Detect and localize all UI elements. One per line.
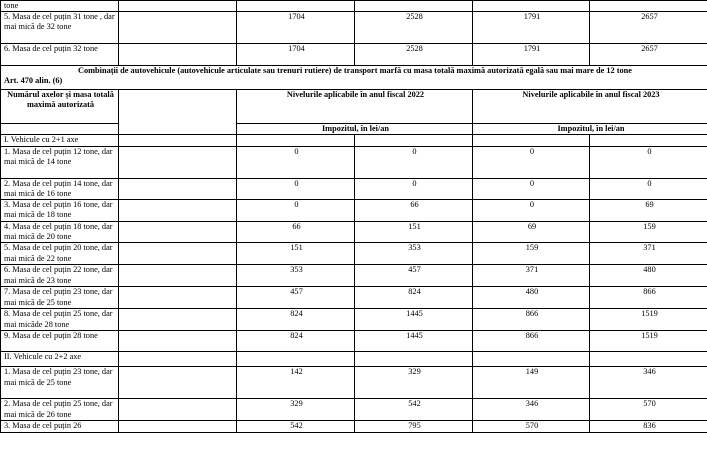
value-2022-max: 824: [355, 287, 473, 309]
header-tax-2023: Impozitul, în lei/an: [473, 124, 707, 135]
table-row: [1, 178, 707, 199]
value-2022-max: 353: [355, 243, 473, 265]
table-row: [1, 265, 707, 287]
row-label-text: 3. Masa de cel puțin 16 tone, dar mai mică de 18 tone: [4, 200, 113, 220]
empty-cell: [237, 352, 355, 367]
value-2022-max: 457: [355, 265, 473, 287]
value-2022-min: 542: [237, 421, 355, 432]
empty-cell: [119, 265, 237, 287]
row-label-text: 6. Masa de cel puțin 32 tone: [4, 44, 98, 54]
row-label-text: 5. Masa de cel puțin 31 tone , dar mai mică de 32 tone: [4, 12, 115, 32]
row-label-text: 1. Masa de cel puțin 23 tone, dar mai mică de 25 tone: [4, 367, 113, 387]
row-label-text: 9. Masa de cel puțin 28 tone: [4, 331, 98, 341]
value-2023-max: 159: [590, 222, 707, 243]
value-2022-min: 0: [237, 200, 355, 222]
table-row: [1, 200, 707, 222]
row-label: [1, 331, 119, 352]
empty-cell: [590, 135, 707, 146]
value-2022-min: 142: [237, 367, 355, 399]
empty-cell: [473, 352, 590, 367]
row-label-text: 5. Masa de cel puțin 20 tone, dar mai mică de 22 tone: [4, 243, 113, 263]
header-year-2023: Nivelurile aplicabile în anul fiscal 2023: [473, 90, 707, 124]
empty-cell: [119, 1, 237, 12]
table-row: [1, 399, 707, 421]
value-2023-max: 0: [590, 146, 707, 178]
empty-cell: [119, 331, 237, 352]
row-label: [1, 146, 119, 178]
row-label: [1, 200, 119, 222]
row-label: [1, 12, 119, 44]
table-row: [1, 331, 707, 352]
value-2023-min: 866: [473, 331, 590, 352]
value-2022-max: 0: [355, 146, 473, 178]
value-2022-min: 824: [237, 331, 355, 352]
table-row: [1, 146, 707, 178]
empty-cell: [590, 352, 707, 367]
empty-cell: [1, 124, 119, 135]
row-label: [1, 243, 119, 265]
empty-cell: [119, 243, 237, 265]
row-label-text: tone: [4, 1, 19, 10]
empty-cell: [119, 367, 237, 399]
value-2023-min: 866: [473, 309, 590, 331]
empty-cell: [119, 287, 237, 309]
table-row: [1, 287, 707, 309]
row-label-text: 2. Masa de cel puțin 25 tone, dar mai mică de 26 tone: [4, 399, 113, 419]
row-label: [1, 265, 119, 287]
row-label: [1, 309, 119, 331]
value-2022-max: 1445: [355, 331, 473, 352]
empty-cell: [119, 222, 237, 243]
value-2023-min: 346: [473, 399, 590, 421]
section-heading: I. Vehicule cu 2+1 axe: [1, 135, 119, 146]
value-2023-min: 570: [473, 421, 590, 432]
value-2022-min: 1704: [237, 44, 355, 66]
value-2023-max: 0: [590, 178, 707, 199]
row-label: [1, 367, 119, 399]
value-2022-min: 1704: [237, 12, 355, 44]
row-label: [1, 178, 119, 199]
empty-cell: [355, 135, 473, 146]
section-title-row: [1, 66, 707, 90]
empty-cell: [119, 200, 237, 222]
value-2023-min: 1791: [473, 44, 590, 66]
value-2022-min: 66: [237, 222, 355, 243]
table-row: [1, 243, 707, 265]
row-label-text: 1. Masa de cel puțin 12 tone, dar mai mică de 14 tone: [4, 146, 113, 166]
value-2022-max: 0: [355, 178, 473, 199]
empty-cell: [119, 44, 237, 66]
empty-cell: [119, 135, 237, 146]
row-label: [1, 222, 119, 243]
section-heading: II. Vehicule cu 2+2 axe: [1, 352, 119, 367]
value-2022-min: 0: [237, 178, 355, 199]
header-year-2022: Nivelurile aplicabile în anul fiscal 2022: [237, 90, 473, 124]
value-2022-max: 542: [355, 399, 473, 421]
table-row: [1, 421, 707, 432]
empty-cell: [119, 178, 237, 199]
value-2023-min: 480: [473, 287, 590, 309]
value-2022-min: 824: [237, 309, 355, 331]
value-2022-max: 795: [355, 421, 473, 432]
empty-cell: [473, 135, 590, 146]
value-2023-max: 2657: [590, 12, 707, 44]
value-2023-max: 346: [590, 367, 707, 399]
value-2023-max: 1519: [590, 309, 707, 331]
value-2022-min: 151: [237, 243, 355, 265]
value-2023-min: 0: [473, 146, 590, 178]
value-2023-max: 1519: [590, 331, 707, 352]
table-row: [1, 12, 707, 44]
value-2022-max: 329: [355, 367, 473, 399]
value-2022-max: 2528: [355, 44, 473, 66]
empty-cell: [119, 146, 237, 178]
empty-cell: [119, 12, 237, 44]
row-label: [1, 421, 119, 432]
value-2023-min: 0: [473, 178, 590, 199]
header-tax-2022: Impozitul, în lei/an: [237, 124, 473, 135]
row-label-text: 8. Masa de cel puțin 25 tone, dar mai micăde 28 tone: [4, 309, 113, 329]
value-2023-max: 480: [590, 265, 707, 287]
value-2022-min: 353: [237, 265, 355, 287]
row-label: [1, 44, 119, 66]
table-row: [1, 367, 707, 399]
value-2023-min: 0: [473, 200, 590, 222]
value-2023-min: 149: [473, 367, 590, 399]
value-2023-min: 371: [473, 265, 590, 287]
value-2023-min: 1791: [473, 12, 590, 44]
tax-table-body: [1, 1, 707, 433]
value-2023-min: [473, 1, 590, 12]
value-2022-max: 66: [355, 200, 473, 222]
row-label-text: 7. Masa de cel puțin 23 tone, dar mai mică de 25 tone: [4, 287, 113, 307]
table-row: [1, 44, 707, 66]
value-2022-max: 151: [355, 222, 473, 243]
section-title: [1, 66, 707, 90]
row-label-text: 3. Masa de cel puțin 26: [4, 421, 82, 431]
empty-cell: [119, 352, 237, 367]
table-row: [1, 1, 707, 12]
value-2022-min: 457: [237, 287, 355, 309]
empty-cell: [119, 309, 237, 331]
table-row: [1, 309, 707, 331]
title-line-1: Combinații de autovehicule (autovehicule articulate sau trenuri rutiere) de transport marfă cu masa totală maximă autorizată egală sau mai mare de 12 tone: [78, 66, 632, 76]
value-2023-max: 69: [590, 200, 707, 222]
value-2022-max: [355, 1, 473, 12]
value-2023-max: 570: [590, 399, 707, 421]
value-2023-max: 836: [590, 421, 707, 432]
empty-cell: [119, 421, 237, 432]
value-2022-min: 329: [237, 399, 355, 421]
value-2022-min: 0: [237, 146, 355, 178]
value-2023-min: 159: [473, 243, 590, 265]
title-line-2: Art. 470 alin. (6): [4, 76, 63, 86]
header-row: [1, 124, 707, 135]
row-label-text: 6. Masa de cel puțin 22 tone, dar mai mică de 23 tone: [4, 265, 113, 285]
value-2023-max: 866: [590, 287, 707, 309]
header-axles: Numărul axelor și masa totală maximă autorizată: [1, 90, 119, 124]
row-label-text: 2. Masa de cel puțin 14 tone, dar mai mică de 16 tone: [4, 178, 113, 198]
value-2023-min: 69: [473, 222, 590, 243]
row-label: [1, 287, 119, 309]
row-label: [1, 1, 119, 12]
value-2022-max: 2528: [355, 12, 473, 44]
value-2022-min: [237, 1, 355, 12]
section-heading-row: [1, 352, 707, 367]
value-2023-max: 2657: [590, 44, 707, 66]
table-row: [1, 222, 707, 243]
header-row: [1, 90, 707, 124]
empty-cell: [237, 135, 355, 146]
row-label: [1, 399, 119, 421]
value-2023-max: 371: [590, 243, 707, 265]
value-2023-max: [590, 1, 707, 12]
value-2022-max: 1445: [355, 309, 473, 331]
empty-cell: [119, 399, 237, 421]
empty-cell: [355, 352, 473, 367]
row-label-text: 4. Masa de cel puțin 18 tone, dar mai mică de 20 tone: [4, 222, 113, 242]
section-heading-row: [1, 135, 707, 146]
empty-cell: [119, 90, 237, 135]
